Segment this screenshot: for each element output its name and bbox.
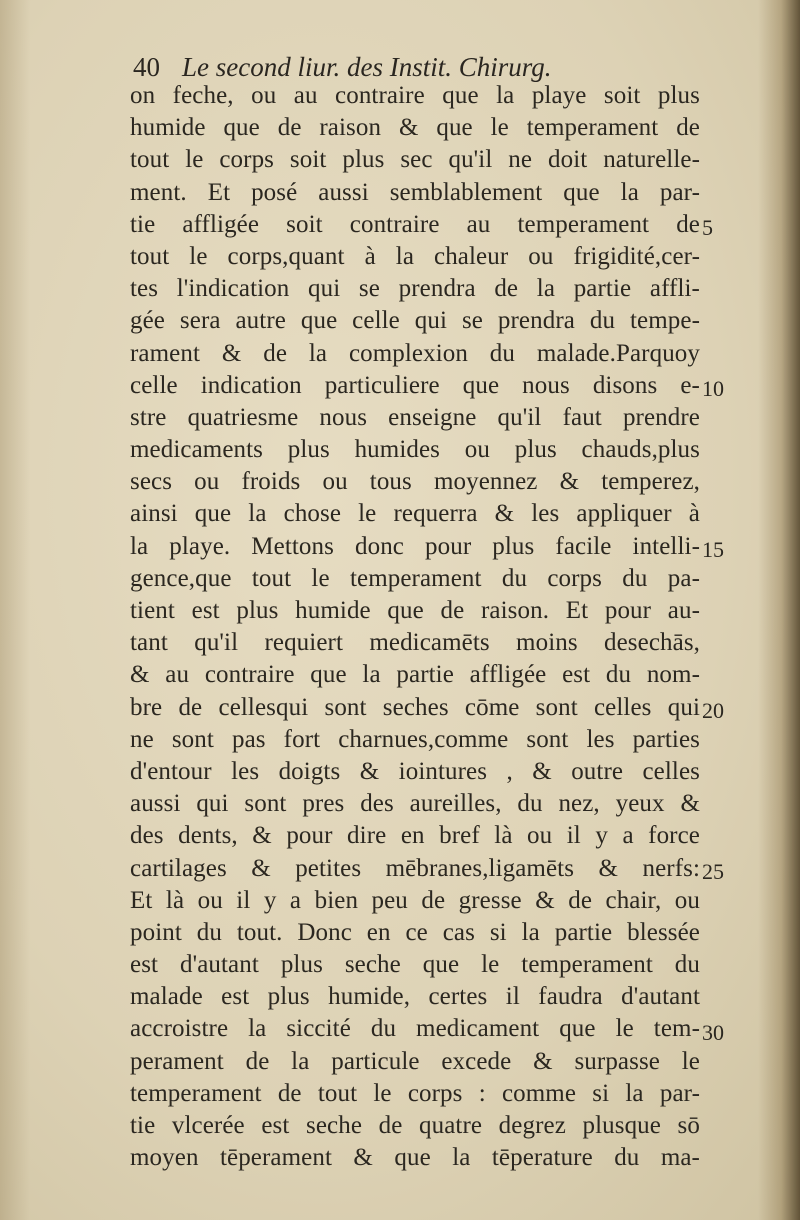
text-line: tient est plus humide que de raison. Et pour au- <box>130 597 700 624</box>
text-line: & au contraire que la partie affligée est du nom- <box>130 661 700 689</box>
text-line: stre quatriesme nous enseigne qu'il faut prendre <box>130 403 700 431</box>
text-line: humide que de raison & que le temperament de <box>130 114 700 142</box>
text-line: tant qu'il requiert medicamēts moins desechās, <box>130 629 700 657</box>
text-line: on feche, ou au contraire que la playe soit plus <box>130 82 700 109</box>
text-line: tout le corps,quant à la chaleur ou frigidité,cer- <box>130 242 700 270</box>
margin-line-number: 30 <box>702 1019 724 1045</box>
margin-line-number: 10 <box>702 375 724 401</box>
text-line: d'entour les doigts & iointures , & outre celles <box>130 757 700 785</box>
margin-line-number: 5 <box>702 214 713 240</box>
text-line: tout le corps soit plus sec qu'il ne doit naturelle- <box>130 146 700 174</box>
text-line: tes l'indication qui se prendra de la partie affli- <box>130 275 700 303</box>
text-line: aussi qui sont pres des aureilles, du nez, yeux & <box>130 790 700 818</box>
text-line: temperament de tout le corps : comme si la par- <box>130 1079 700 1107</box>
text-line: des dents, & pour dire en bref là ou il y a force <box>130 822 700 850</box>
text-line: medicaments plus humides ou plus chauds,plus <box>130 436 700 464</box>
text-line: ainsi que la chose le requerra & les appliquer à <box>130 500 700 528</box>
text-line: secs ou froids ou tous moyennez & temperez, <box>130 468 700 496</box>
margin-line-number: 20 <box>702 697 724 723</box>
running-title: Le second liur. des Instit. Chirurg. <box>182 52 552 82</box>
text-line: ne sont pas fort charnues,comme sont les parties <box>130 725 700 753</box>
text-line: est d'autant plus seche que le temperament du <box>130 951 700 979</box>
text-line: ment. Et posé aussi semblablement que la par- <box>130 178 700 206</box>
page-shadow-left <box>0 0 30 1220</box>
text-line: gence,que tout le temperament du corps du pa- <box>130 564 700 592</box>
text-line: cartilages & petites mēbranes,ligamēts & nerfs: <box>130 854 700 882</box>
page-binding-shadow <box>758 0 800 1220</box>
text-line: moyen tēperament & que la tēperature du ma- <box>130 1144 700 1172</box>
text-line: perament de la particule excede & surpasse le <box>130 1047 700 1075</box>
text-line: point du tout. Donc en ce cas si la partie blessée <box>130 918 700 946</box>
text-line: tie vlcerée est seche de quatre degrez plusque sō <box>130 1112 700 1139</box>
margin-line-number: 15 <box>702 536 724 562</box>
text-line: la playe. Mettons donc pour plus facile intelli- <box>130 532 700 560</box>
text-line: malade est plus humide, certes il faudra d'autant <box>130 983 700 1011</box>
text-line: gée sera autre que celle qui se prendra du tempe- <box>130 307 700 335</box>
text-line: tie affligée soit contraire au temperament de <box>130 210 700 238</box>
text-line: rament & de la complexion du malade.Parquoy <box>130 339 700 367</box>
folio-number: 40 <box>133 52 160 82</box>
margin-line-number: 25 <box>702 858 724 884</box>
text-line: bre de cellesqui sont seches cōme sont celles qui <box>130 693 700 721</box>
body-text <box>130 80 700 1174</box>
text-line: celle indication particuliere que nous disons e- <box>130 371 700 399</box>
text-line: Et là ou il y a bien peu de gresse & de chair, ou <box>130 886 700 914</box>
text-line: accroistre la siccité du medicament que le tem- <box>130 1015 700 1043</box>
page-header <box>133 52 693 83</box>
